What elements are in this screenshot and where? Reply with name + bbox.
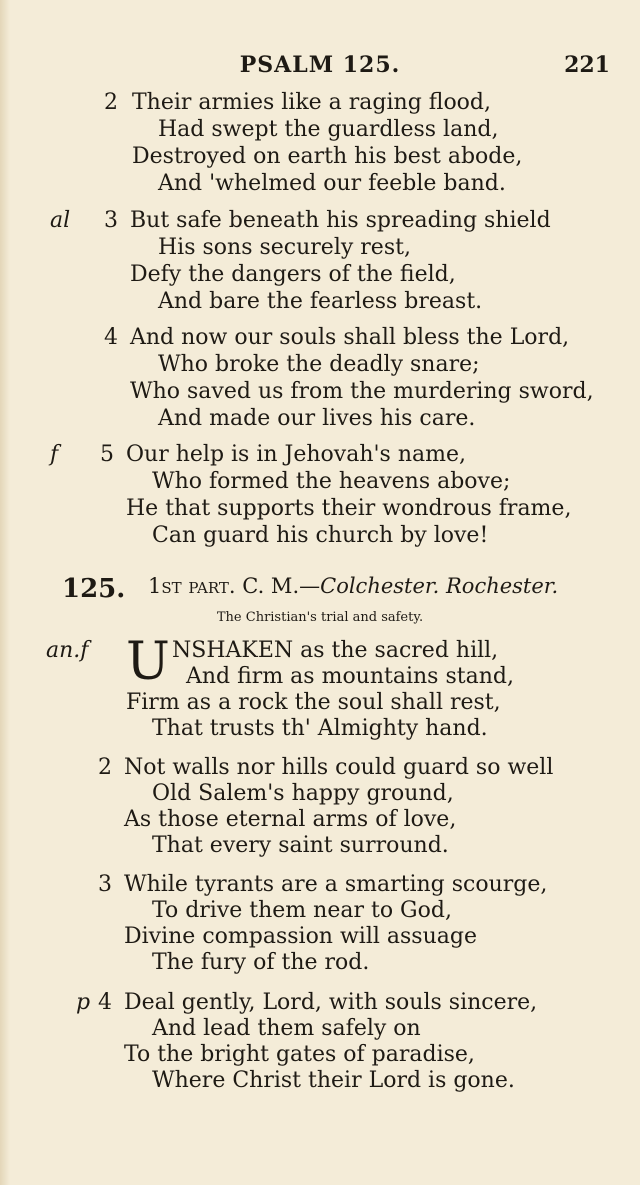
hymn-heading [148, 574, 558, 598]
page-edge [0, 0, 10, 1185]
verse-line: As those eternal arms of love, [124, 807, 457, 832]
dynamic-mark: an.f [46, 638, 89, 663]
hymn-tunes: Colchester. Rochester. [320, 574, 559, 598]
stanza-number: 4 [104, 325, 118, 350]
dynamic-mark: al [50, 208, 71, 233]
verse-line: To drive them near to God, [152, 898, 452, 923]
hymn-part: 1st part. [148, 574, 236, 598]
page-number: 221 [564, 52, 610, 78]
verse-line: And firm as mountains stand, [186, 664, 514, 689]
verse-line: And 'whelmed our feeble band. [158, 171, 506, 196]
verse-line: And lead them safely on [152, 1016, 421, 1041]
verse-line: That every saint surround. [152, 833, 449, 858]
dynamic-mark: p [76, 990, 91, 1015]
verse-line: To the bright gates of paradise, [124, 1042, 475, 1067]
hymn-number: 125. [62, 574, 126, 604]
verse-line: Destroyed on earth his best abode, [132, 144, 523, 169]
stanza-number: 3 [104, 208, 118, 233]
stanza-number: 5 [100, 442, 114, 467]
verse-line: Who broke the deadly snare; [158, 352, 480, 377]
verse-line: Our help is in Jehovah's name, [126, 442, 466, 467]
verse-line: The fury of the rod. [152, 950, 370, 975]
drop-cap: U [126, 632, 170, 692]
verse-line: Where Christ their Lord is gone. [152, 1068, 515, 1093]
dynamic-mark: f [50, 442, 59, 467]
verse-line: Can guard his church by love! [152, 523, 489, 548]
hymn-subtitle: The Christian's trial and safety. [216, 610, 424, 625]
verse-line: Their armies like a raging flood, [132, 90, 492, 115]
verse-line: Divine compassion will assuage [124, 924, 477, 949]
verse-line: But safe beneath his spreading shield [130, 208, 551, 233]
verse-line: Who formed the heavens above; [152, 469, 511, 494]
verse-line: Deal gently, Lord, with souls sincere, [124, 990, 538, 1015]
stanza-number: 2 [104, 90, 118, 115]
hymn-meter: C. M.— [242, 574, 321, 598]
verse-line: Old Salem's happy ground, [152, 781, 454, 806]
verse-line: Not walls nor hills could guard so well [124, 755, 554, 780]
verse-line: And made our lives his care. [158, 406, 476, 431]
verse-line: Had swept the guardless land, [158, 117, 499, 142]
verse-line: That trusts th' Almighty hand. [152, 716, 488, 741]
running-header-title: PSALM 125. [239, 52, 401, 78]
verse-line: While tyrants are a smarting scourge, [124, 872, 548, 897]
stanza-number: 3 [98, 872, 112, 897]
verse-line: And bare the fearless breast. [158, 289, 483, 314]
verse-line: Firm as a rock the soul shall rest, [126, 690, 501, 715]
stanza-number: 2 [98, 755, 112, 780]
verse-line: His sons securely rest, [158, 235, 411, 260]
verse-line: Defy the dangers of the field, [130, 262, 456, 287]
stanza-number: 4 [98, 990, 112, 1015]
verse-line: NSHAKEN as the sacred hill, [172, 638, 499, 663]
verse-line: He that supports their wondrous frame, [126, 496, 572, 521]
verse-line: And now our souls shall bless the Lord, [130, 325, 570, 350]
verse-line: Who saved us from the murdering sword, [130, 379, 594, 404]
